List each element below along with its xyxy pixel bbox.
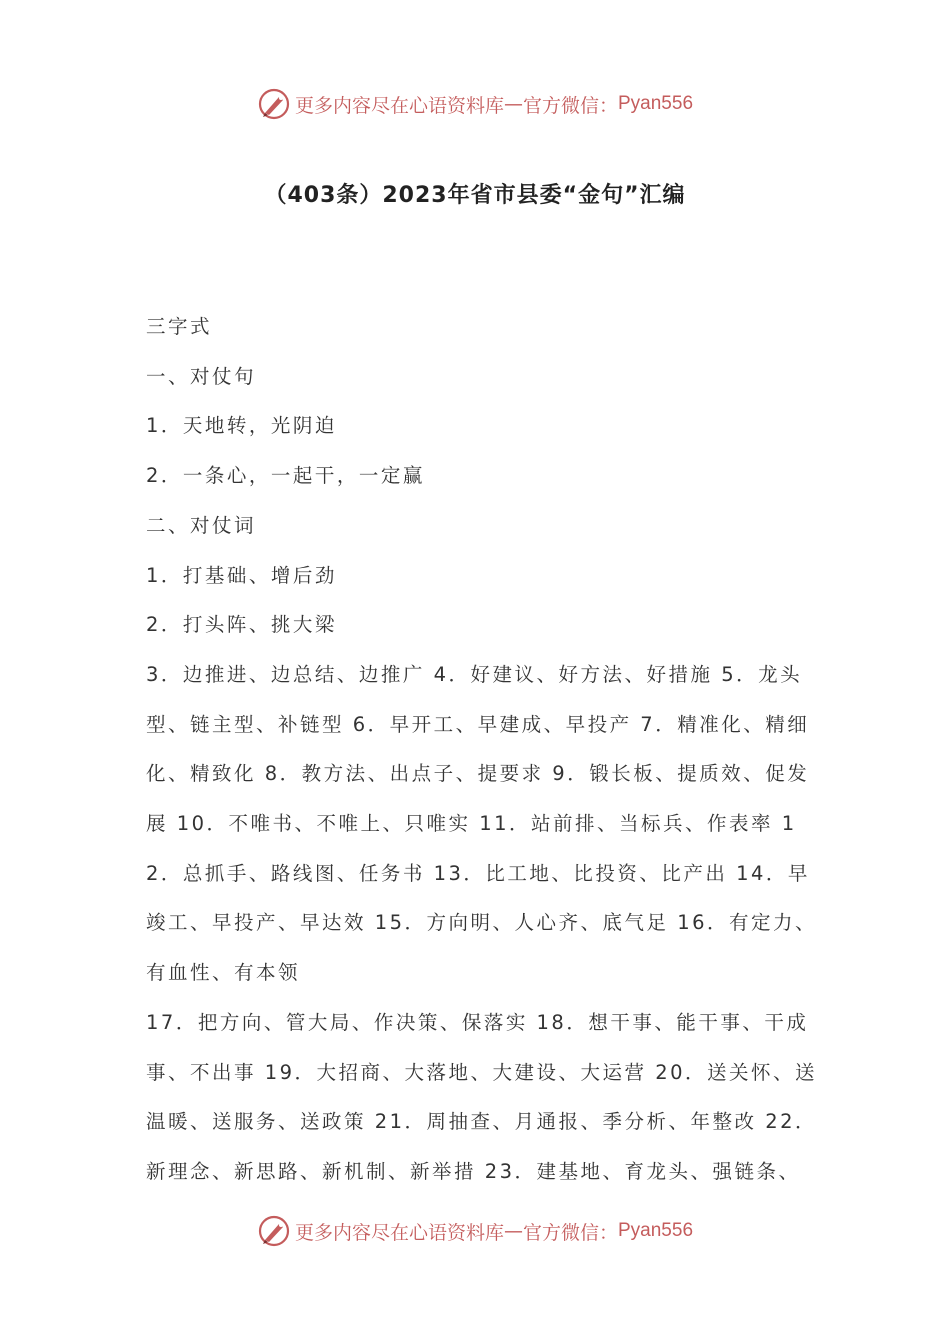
section-heading: 三字式 [146,315,213,338]
banner-wechat-id: Pyan556 [618,93,694,114]
document-body [146,302,821,1197]
banner-text: 更多内容尽在心语资料库 [294,1221,504,1244]
list-item: 1．打基础、增后劲 [146,563,337,587]
subsection-heading: 一、对仗句 [146,364,257,388]
document-title: （403条）2023年省市县委“金句”汇编 [264,183,686,208]
banner-text: 更多内容尽在心语资料库 [294,94,504,117]
banner-wechat-label: 官方微信： [522,94,618,117]
list-item: 2．一条心，一起干，一定赢 [146,464,425,488]
footer-banner [0,1211,950,1251]
paragraph: 17．把方向、管大局、作决策、保落实 18．想干事、能干事、干成事、不出事 19．大招商、大落地、大建设、大运营 20．送关怀、送温暖、送服务、送政策 21．周抽查、月通报、季分析、年整改 22．新理念、新思路、新机制、新举措 23．建基地、育龙头、强链条、 [146,1010,818,1183]
banner-separator: — [503,93,523,115]
list-item: 2．打头阵、挑大梁 [146,613,337,637]
subsection-heading: 二、对仗词 [146,513,257,537]
pen-logo-icon [257,87,291,121]
banner-wechat-id: Pyan556 [618,1220,694,1241]
pen-logo-icon [257,1214,291,1248]
banner-wechat-label: 官方微信： [522,1221,618,1244]
banner-separator: — [503,1220,523,1242]
paragraph: 3．边推进、边总结、边推广 4．好建议、好方法、好措施 5．龙头型、链主型、补链型 6．早开工、早建成、早投产 7．精准化、精细化、精致化 8．教方法、出点子、提要求 9．锻长板、提质效、促发展 10．不唯书、不唯上、只唯实 11．站前排、当标兵、作表率 12．总抓手、路线图、任务书 13．比工地、比投资、比产出 14．早竣工、早投产、早达效 15．方向明、人心齐、底气足 16．有定力、有血性、有本领 [146,662,818,985]
list-item: 1．天地转，光阴迫 [146,414,337,438]
header-banner [0,84,950,124]
